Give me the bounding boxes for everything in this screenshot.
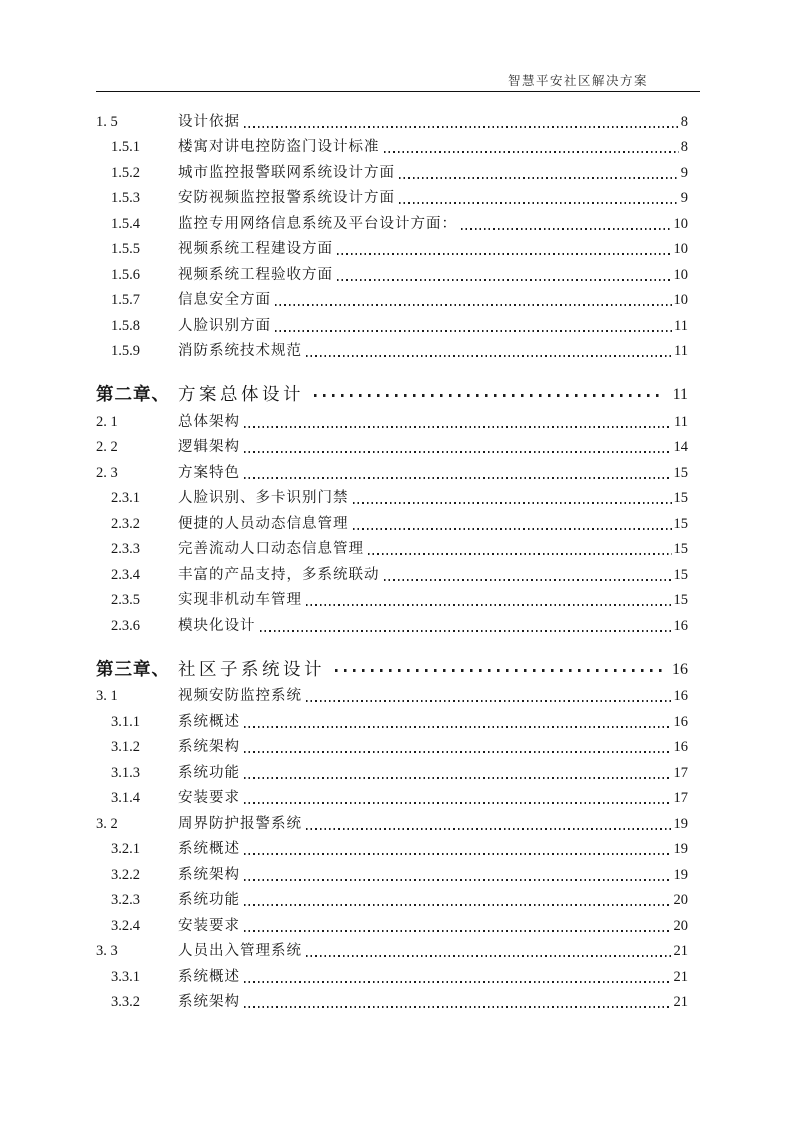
toc-entry-page-number: 8 xyxy=(680,113,688,130)
toc-entry-number: 3. 1 xyxy=(96,688,118,704)
toc-entry-page-number: 17 xyxy=(673,790,688,806)
toc-entry-page-number: 9 xyxy=(680,190,688,206)
toc-entry-page-number: 21 xyxy=(673,994,688,1010)
toc-entry-page-number: 10 xyxy=(673,215,688,232)
dot-leader xyxy=(461,228,672,230)
dot-leader xyxy=(244,981,672,983)
toc-entry-page-number: 21 xyxy=(673,968,688,985)
toc-entry[interactable] xyxy=(96,610,688,636)
page-header-title: 智慧平安社区解决方案 xyxy=(507,74,648,88)
toc-entry-page-number: 15 xyxy=(673,464,688,481)
toc-entry-number: 1.5.6 xyxy=(111,266,140,283)
toc-entry-page-number: 15 xyxy=(673,566,688,583)
toc-entry-title: 信息安全方面 xyxy=(178,292,271,308)
toc-entry[interactable] xyxy=(96,259,688,285)
toc-entry[interactable] xyxy=(96,183,688,209)
toc-entry[interactable] xyxy=(96,234,688,260)
dot-leader xyxy=(244,451,672,453)
toc-entry-title: 视频系统工程建设方面 xyxy=(178,241,333,257)
dot-leader xyxy=(244,1006,672,1008)
toc-entry-title: 安装要求 xyxy=(178,917,240,934)
toc-entry-number: 2.3.5 xyxy=(111,592,140,608)
toc-entry-title: 系统功能 xyxy=(178,764,240,781)
toc-entry-page-number: 14 xyxy=(673,439,688,455)
dot-leader xyxy=(244,904,672,906)
toc-entry[interactable] xyxy=(96,987,688,1013)
dot-leader xyxy=(244,802,672,804)
toc-entry[interactable] xyxy=(96,285,688,311)
dot-leader xyxy=(244,751,672,753)
toc-chapter-number: 第三章、 xyxy=(96,658,170,679)
toc-chapter-number: 第二章、 xyxy=(96,384,170,404)
toc-entry[interactable] xyxy=(96,559,688,585)
toc-entry[interactable] xyxy=(96,732,688,758)
toc-entry-title: 模块化设计 xyxy=(178,617,256,634)
dot-leader xyxy=(384,151,679,153)
toc-entry[interactable] xyxy=(96,336,688,362)
toc-entry-number: 3. 2 xyxy=(96,815,118,832)
toc-entry-page-number: 11 xyxy=(674,343,688,359)
toc-entry-title: 方案特色 xyxy=(178,464,240,481)
toc-entry[interactable] xyxy=(96,885,688,911)
toc-entry-number: 3.1.2 xyxy=(111,739,140,755)
toc-entry-title: 系统功能 xyxy=(178,892,240,908)
toc-entry[interactable] xyxy=(96,508,688,534)
toc-entry-number: 3.1.3 xyxy=(111,764,140,781)
toc-entry-title: 城市监控报警联网系统设计方面 xyxy=(178,164,395,181)
dot-leader xyxy=(306,355,672,357)
dot-leader xyxy=(244,426,672,428)
toc-entry-page-number: 10 xyxy=(673,266,688,283)
toc-entry[interactable] xyxy=(96,457,688,483)
toc-entry-number: 1. 5 xyxy=(96,113,118,130)
toc-entry-page-number: 15 xyxy=(673,490,688,506)
toc-entry-number: 1.5.8 xyxy=(111,317,140,334)
toc-entry-page-number: 11 xyxy=(674,317,688,334)
toc-entry-number: 3.2.1 xyxy=(111,841,140,857)
toc-entry[interactable] xyxy=(96,208,688,234)
toc-entry-page-number: 19 xyxy=(673,866,688,883)
toc-entry-page-number: 16 xyxy=(673,688,688,704)
toc-entry[interactable] xyxy=(96,808,688,834)
dot-leader xyxy=(244,777,672,779)
dot-leader xyxy=(399,202,679,204)
toc-entry-title: 视频系统工程验收方面 xyxy=(178,266,333,283)
table-of-contents xyxy=(96,106,688,1012)
dot-leader xyxy=(260,630,672,632)
toc-entry-page-number: 16 xyxy=(673,739,688,755)
toc-entry[interactable] xyxy=(96,534,688,560)
toc-entry-title: 系统架构 xyxy=(178,994,240,1010)
toc-chapter-title: 社区子系统设计 xyxy=(178,658,325,679)
toc-chapter-title: 方案总体设计 xyxy=(178,384,304,404)
toc-entry-number: 2.3.3 xyxy=(111,541,140,557)
toc-entry-number: 2.3.4 xyxy=(111,566,140,583)
toc-entry-number: 2.3.6 xyxy=(111,617,140,634)
toc-entry-title: 楼寓对讲电控防盗门设计标准 xyxy=(178,139,380,155)
toc-entry-page-number: 15 xyxy=(673,541,688,557)
toc-entry-title: 安装要求 xyxy=(178,790,240,806)
toc-entry[interactable] xyxy=(96,483,688,509)
page-header xyxy=(96,71,700,89)
toc-entry-number: 1.5.2 xyxy=(111,164,140,181)
toc-entry[interactable] xyxy=(96,681,688,707)
toc-entry-title: 系统概述 xyxy=(178,841,240,857)
toc-entry[interactable] xyxy=(96,834,688,860)
dot-leader xyxy=(306,700,672,702)
dot-leader-wide xyxy=(314,394,665,397)
dot-leader xyxy=(337,253,672,255)
toc-entry-title: 人员出入管理系统 xyxy=(178,943,302,959)
toc-entry-page-number: 19 xyxy=(673,815,688,832)
dot-leader xyxy=(337,279,672,281)
toc-entry-title: 视频安防监控系统 xyxy=(178,688,302,704)
toc-entry[interactable] xyxy=(96,936,688,962)
toc-entry-page-number: 15 xyxy=(673,515,688,532)
toc-entry-title: 系统概述 xyxy=(178,968,240,985)
toc-entry-page-number: 17 xyxy=(673,764,688,781)
toc-entry-page-number: 8 xyxy=(680,139,688,155)
toc-entry-number: 3.3.1 xyxy=(111,968,140,985)
toc-chapter-entry[interactable] xyxy=(96,368,688,406)
toc-entry-title: 监控专用网络信息系统及平台设计方面： xyxy=(178,215,457,232)
toc-entry[interactable] xyxy=(96,106,688,132)
toc-entry-page-number: 20 xyxy=(673,917,688,934)
dot-leader-wide xyxy=(335,669,664,672)
toc-entry-title: 完善流动人口动态信息管理 xyxy=(178,541,364,557)
toc-entry-number: 3.2.3 xyxy=(111,892,140,908)
toc-entry-page-number: 16 xyxy=(673,713,688,730)
dot-leader xyxy=(306,604,672,606)
toc-entry-number: 2.3.1 xyxy=(111,490,140,506)
dot-leader xyxy=(244,477,672,479)
toc-entry-title: 消防系统技术规范 xyxy=(178,343,302,359)
toc-entry-title: 丰富的产品支持，多系统联动 xyxy=(178,566,380,583)
dot-leader xyxy=(244,853,672,855)
toc-entry-title: 逻辑架构 xyxy=(178,439,240,455)
toc-entry-number: 1.5.4 xyxy=(111,215,140,232)
toc-entry-title: 设计依据 xyxy=(178,113,240,130)
dot-leader xyxy=(399,177,679,179)
toc-entry-page-number: 20 xyxy=(673,892,688,908)
dot-leader xyxy=(244,726,672,728)
toc-chapter-page-number: 16 xyxy=(672,660,688,678)
toc-entry-page-number: 10 xyxy=(673,292,688,308)
toc-entry-number: 1.5.7 xyxy=(111,292,140,308)
toc-entry-number: 3.1.1 xyxy=(111,713,140,730)
toc-entry[interactable] xyxy=(96,757,688,783)
toc-entry-title: 便捷的人员动态信息管理 xyxy=(178,515,349,532)
dot-leader xyxy=(306,828,672,830)
dot-leader xyxy=(353,528,672,530)
toc-entry-number: 2.3.2 xyxy=(111,515,140,532)
toc-entry-title: 系统概述 xyxy=(178,713,240,730)
toc-entry-number: 1.5.1 xyxy=(111,139,140,155)
toc-entry-number: 3.1.4 xyxy=(111,790,140,806)
dot-leader xyxy=(275,304,672,306)
toc-entry[interactable] xyxy=(96,961,688,987)
toc-entry-number: 1.5.9 xyxy=(111,343,140,359)
toc-entry-title: 人脸识别方面 xyxy=(178,317,271,334)
toc-entry[interactable] xyxy=(96,706,688,732)
toc-entry-number: 1.5.5 xyxy=(111,241,140,257)
toc-chapter-page-number: 11 xyxy=(672,386,688,403)
toc-entry-number: 1.5.3 xyxy=(111,190,140,206)
toc-entry-title: 系统架构 xyxy=(178,739,240,755)
toc-entry-number: 3. 3 xyxy=(96,943,118,959)
toc-entry-title: 安防视频监控报警系统设计方面 xyxy=(178,190,395,206)
toc-entry-number: 2. 2 xyxy=(96,439,118,455)
header-divider xyxy=(96,91,700,92)
toc-entry[interactable] xyxy=(96,132,688,158)
toc-entry[interactable] xyxy=(96,157,688,183)
dot-leader xyxy=(368,553,672,555)
toc-entry-number: 3.2.2 xyxy=(111,866,140,883)
toc-entry[interactable] xyxy=(96,432,688,458)
toc-entry[interactable] xyxy=(96,406,688,432)
toc-entry-page-number: 15 xyxy=(673,592,688,608)
toc-entry[interactable] xyxy=(96,859,688,885)
dot-leader xyxy=(384,579,672,581)
toc-entry-page-number: 9 xyxy=(680,164,688,181)
toc-entry-number: 3.2.4 xyxy=(111,917,140,934)
toc-entry[interactable] xyxy=(96,910,688,936)
toc-entry-title: 周界防护报警系统 xyxy=(178,815,302,832)
toc-entry-title: 实现非机动车管理 xyxy=(178,592,302,608)
dot-leader xyxy=(244,879,672,881)
toc-entry-page-number: 10 xyxy=(673,241,688,257)
toc-entry-page-number: 19 xyxy=(673,841,688,857)
toc-entry-number: 2. 3 xyxy=(96,464,118,481)
toc-entry-number: 2. 1 xyxy=(96,413,118,430)
dot-leader xyxy=(275,330,672,332)
toc-entry[interactable] xyxy=(96,310,688,336)
dot-leader xyxy=(244,126,679,128)
toc-entry-page-number: 21 xyxy=(673,943,688,959)
toc-entry-title: 系统架构 xyxy=(178,866,240,883)
toc-entry-title: 总体架构 xyxy=(178,413,240,430)
toc-entry-page-number: 16 xyxy=(673,617,688,634)
toc-entry[interactable] xyxy=(96,783,688,809)
dot-leader xyxy=(306,955,672,957)
toc-chapter-entry[interactable] xyxy=(96,643,688,681)
toc-entry-title: 人脸识别、多卡识别门禁 xyxy=(178,490,349,506)
dot-leader xyxy=(353,502,672,504)
toc-entry-number: 3.3.2 xyxy=(111,994,140,1010)
toc-entry[interactable] xyxy=(96,585,688,611)
dot-leader xyxy=(244,930,672,932)
toc-entry-page-number: 11 xyxy=(674,413,688,430)
